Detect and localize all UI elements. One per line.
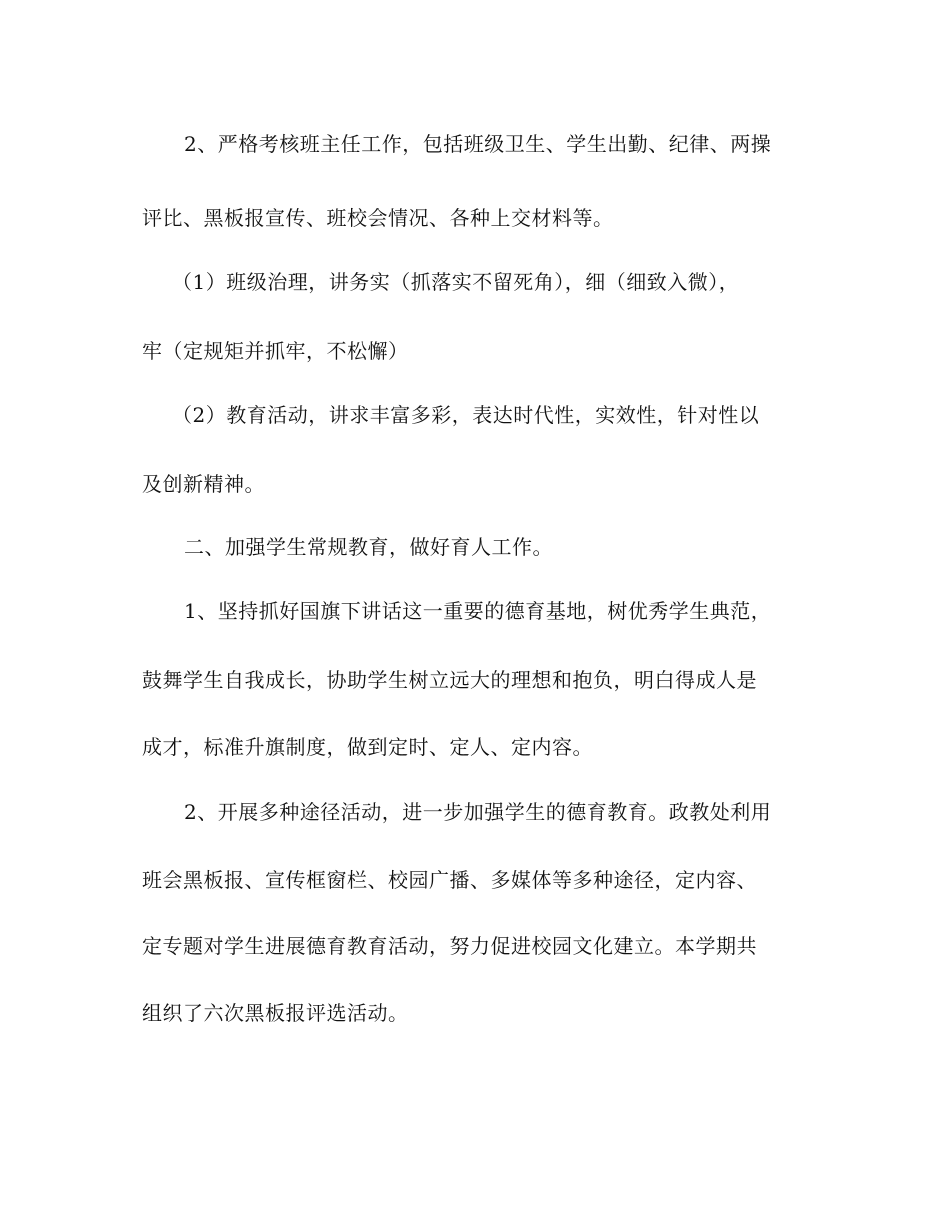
paragraph-5-line-3: 成才，标准升旗制度，做到定时、定人、定内容。 [142,735,593,759]
paragraph-2-line-2: 牢（定规矩并抓牢，不松懈） [142,339,409,363]
paragraph-1-line-1: 2、严格考核班主任工作，包括班级卫生、学生出勤、纪律、两操 [184,132,772,156]
paragraph-6-line-2: 班会黑板报、宣传框窗栏、校园广播、多媒体等多种途径，定内容、 [142,868,757,892]
paragraph-6-line-1: 2、开展多种途径活动，进一步加强学生的德育教育。政教处利用 [184,800,772,824]
paragraph-5-line-2: 鼓舞学生自我成长，协助学生树立远大的理想和抱负，明白得成人是 [142,668,757,692]
paragraph-3-line-2: 及创新精神。 [142,472,265,496]
paragraph-1-line-2: 评比、黑板报宣传、班校会情况、各种上交材料等。 [142,206,614,230]
paragraph-6-line-3: 定专题对学生进展德育教育活动，努力促进校园文化建立。本学期共 [142,934,757,958]
paragraph-3-line-1: （2）教育活动，讲求丰富多彩，表达时代性，实效性，针对性以 [172,403,760,427]
paragraph-2-line-1: （1）班级治理，讲务实（抓落实不留死角），细（细致入微）， [172,270,740,294]
paragraph-6-line-4: 组织了六次黑板报评选活动。 [142,1001,409,1025]
section-heading: 二、加强学生常规教育，做好育人工作。 [184,535,553,559]
paragraph-5-line-1: 1、坚持抓好国旗下讲话这一重要的德育基地，树优秀学生典范， [184,599,772,623]
